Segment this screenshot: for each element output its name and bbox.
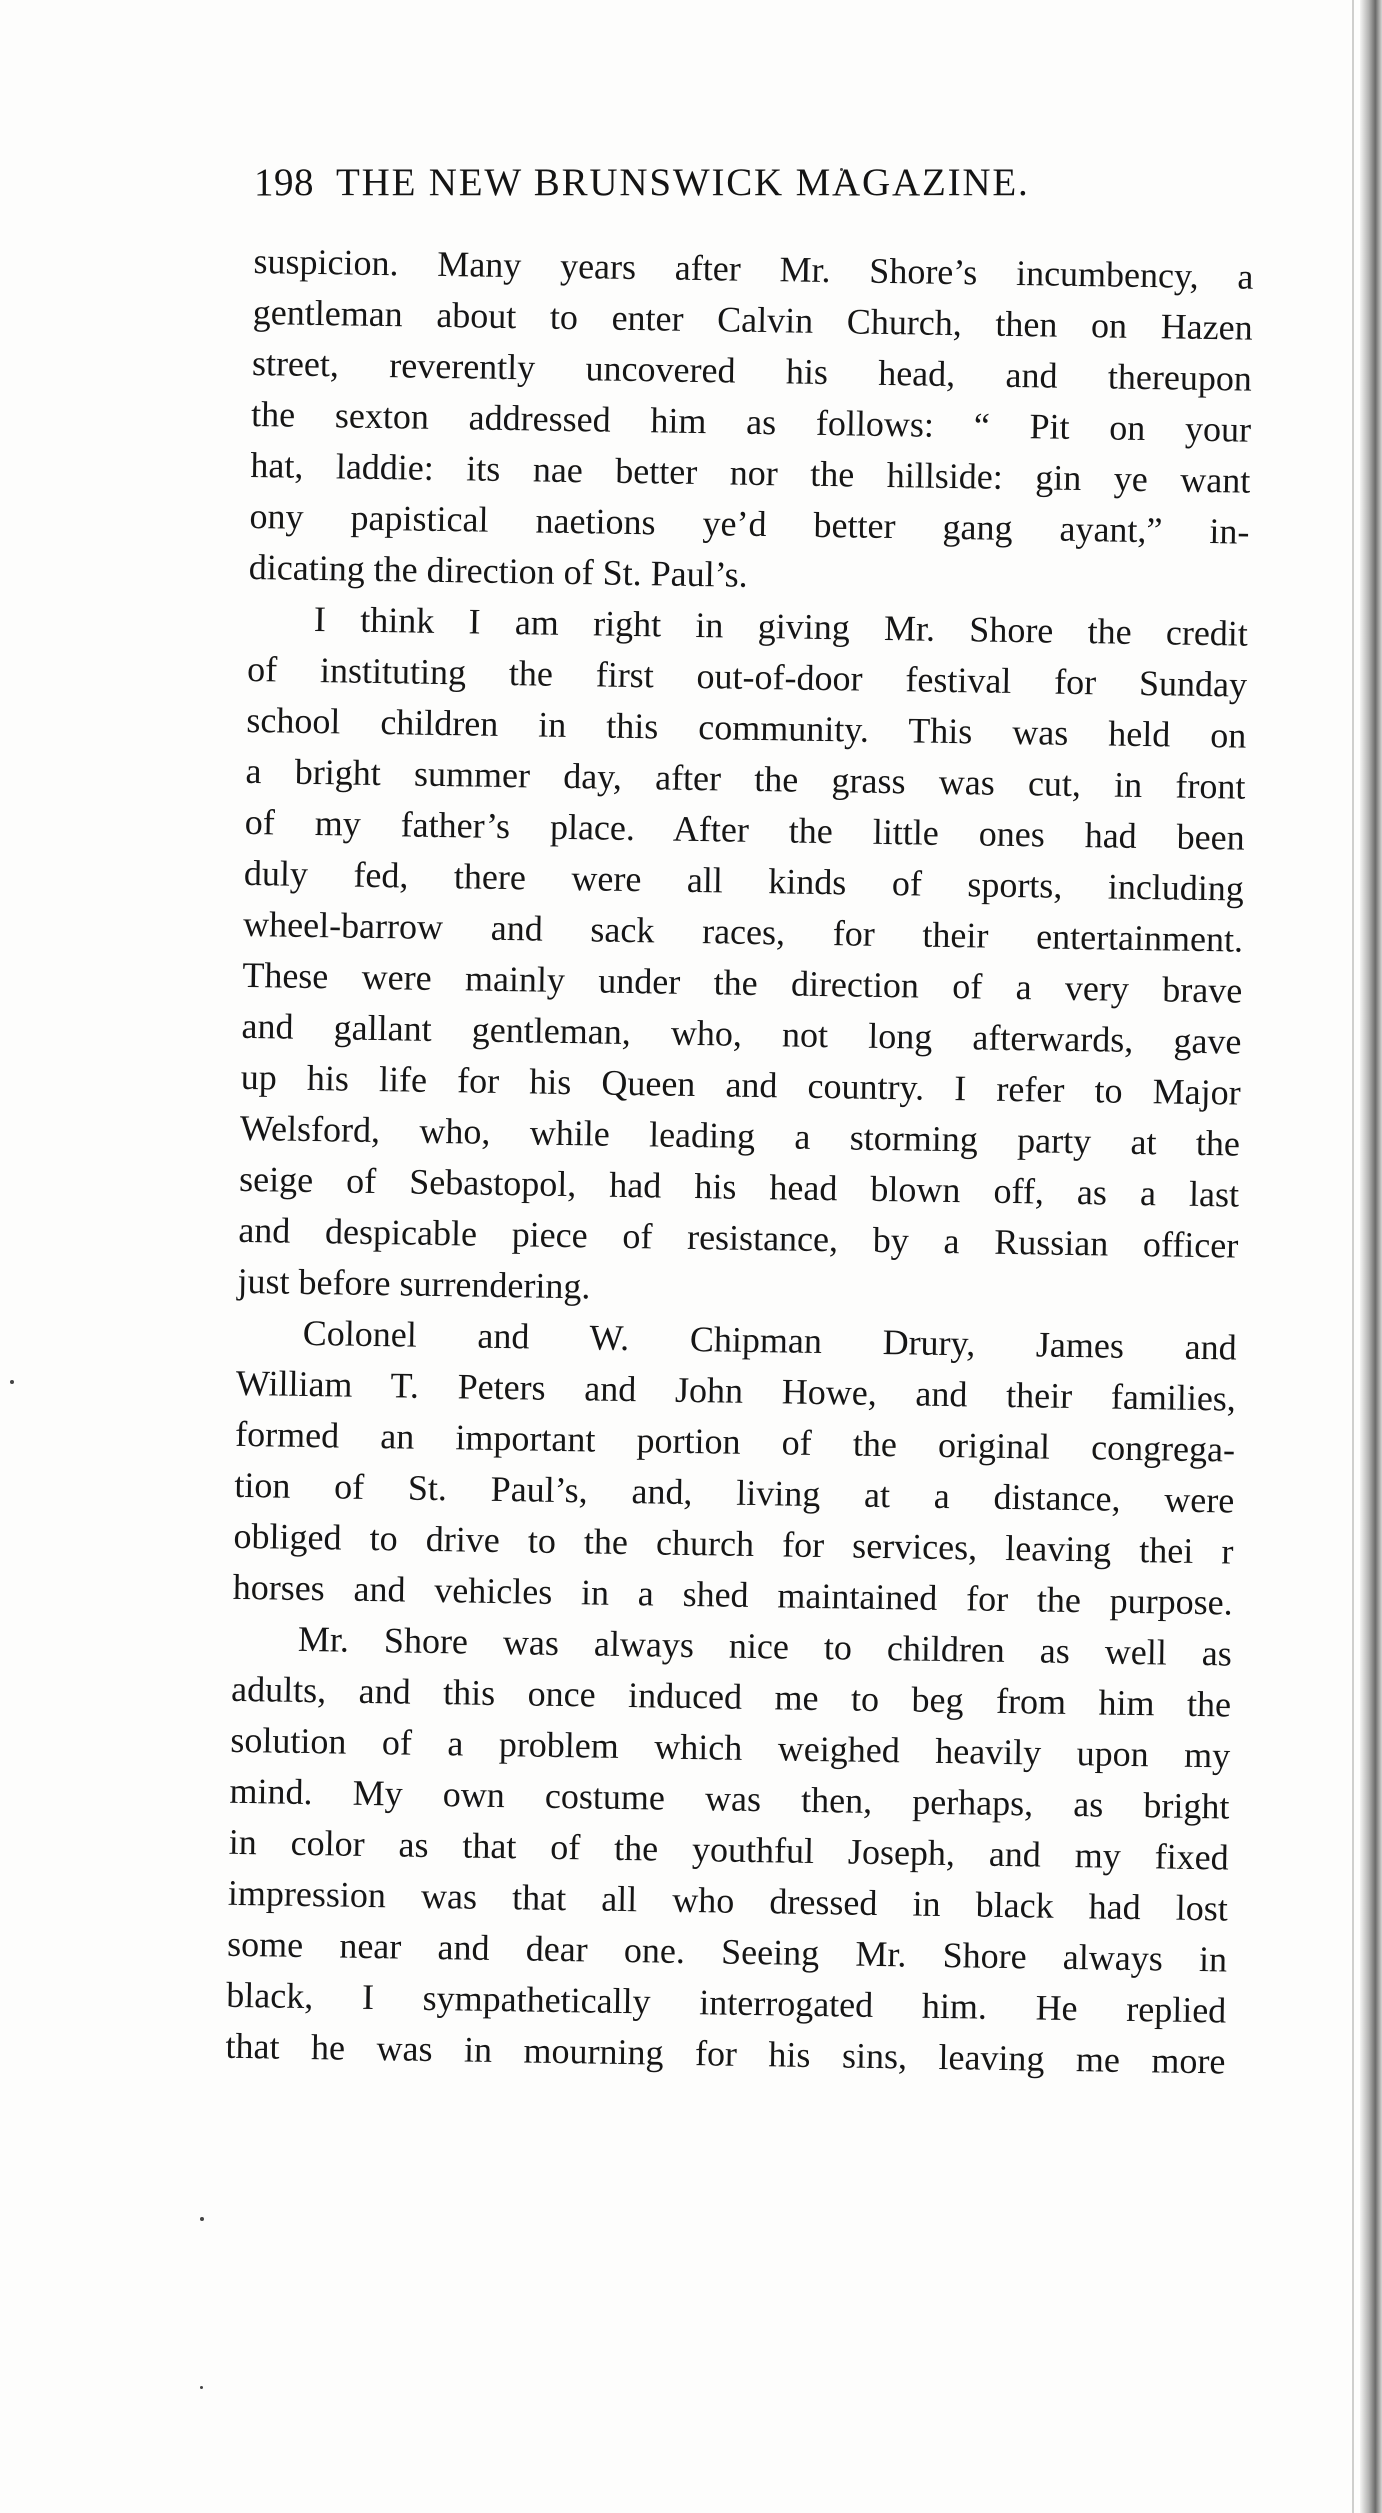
text-line: street, reverently uncovered his head, and thereupon xyxy=(251,342,1253,399)
text-line: These were mainly under the direction of a very brave xyxy=(242,954,1243,1011)
speck-mark xyxy=(200,2217,204,2221)
text-line: up his life for his Queen and country. I refer to Major xyxy=(240,1056,1241,1113)
text-line: dicating the direction of St. Paul’s. xyxy=(248,546,748,595)
text-line: ony papistical naetions ye’d better gang ayant,” in- xyxy=(249,495,1250,552)
text-line: William T. Peters and John Howe, and their families, xyxy=(235,1362,1237,1419)
binding-shadow xyxy=(1360,0,1382,2513)
text-line: and gallant gentleman, who, not long afterwards, gave xyxy=(241,1005,1242,1062)
text-line: black, I sympathetically interrogated him. He replied xyxy=(226,1974,1227,2031)
paragraph-3 xyxy=(232,1307,1237,1629)
text-line: duly fed, there were all kinds of sports, including xyxy=(243,852,1245,909)
paragraph-1 xyxy=(248,236,1253,609)
text-line: adults, and this once induced me to beg from him the xyxy=(230,1668,1232,1725)
text-line: some near and dear one. Seeing Mr. Shore always in xyxy=(226,1923,1228,1980)
text-line: a bright summer day, after the grass was cut, in front xyxy=(245,750,1246,807)
text-line: of instituting the first out-of-door festival for Sunday xyxy=(246,648,1248,705)
text-line: impression was that all who dressed in black had lost xyxy=(227,1872,1229,1929)
text-line: formed an important portion of the original congrega- xyxy=(234,1413,1236,1470)
text-line: the sexton addressed him as follows: “ Pit on your xyxy=(250,393,1252,450)
page-number: 198 xyxy=(254,161,314,204)
text-line: solution of a problem which weighed heavily upon my xyxy=(230,1719,1231,1776)
text-line: I think I am right in giving Mr. Shore the credit xyxy=(313,598,1249,654)
speck-mark xyxy=(10,1380,14,1384)
text-line: just before surrendering. xyxy=(237,1260,591,1307)
running-title: THE NEW BRUNSWICK MAGAZINE. xyxy=(336,161,1030,204)
text-line: wheel-barrow and sack races, for their entertainment. xyxy=(242,903,1244,960)
text-line: gentleman about to enter Calvin Church, then on Hazen xyxy=(252,291,1253,348)
text-line: suspicion. Many years after Mr. Shore’s incumbency, a xyxy=(253,240,1254,297)
page-edge-line xyxy=(1352,0,1354,2513)
text-line: horses and vehicles in a shed maintained for the purpose. xyxy=(232,1566,1233,1623)
text-line: seige of Sebastopol, had his head blown off, as a last xyxy=(238,1158,1240,1215)
speck-mark xyxy=(200,2386,203,2389)
text-line: Mr. Shore was always nice to children as well as xyxy=(297,1618,1233,1674)
text-line: and despicable piece of resistance, by a Russian officer xyxy=(238,1209,1239,1266)
text-line: obliged to drive to the church for services, leaving thei r xyxy=(233,1515,1234,1572)
text-line: school children in this community. This was held on xyxy=(246,699,1247,756)
text-line: hat, laddie: its nae better nor the hillside: gin ye want xyxy=(250,444,1251,501)
text-line: Colonel and W. Chipman Drury, James and xyxy=(302,1312,1237,1368)
text-line: tion of St. Paul’s, and, living at a distance, were xyxy=(234,1464,1235,1521)
paragraph-4 xyxy=(225,1613,1232,2088)
paragraph-2 xyxy=(237,593,1248,1323)
text-line: mind. My own costume was then, perhaps, as bright xyxy=(229,1770,1230,1827)
text-line: that he was in mourning for his sins, leaving me more xyxy=(225,2025,1226,2082)
running-header xyxy=(254,160,1254,205)
text-line: of my father’s place. After the little ones had been xyxy=(244,801,1245,858)
body-text xyxy=(225,236,1254,2087)
text-line: Welsford, who, while leading a storming party at the xyxy=(239,1107,1241,1164)
text-line: in color as that of the youthful Joseph, and my fixed xyxy=(228,1821,1229,1878)
